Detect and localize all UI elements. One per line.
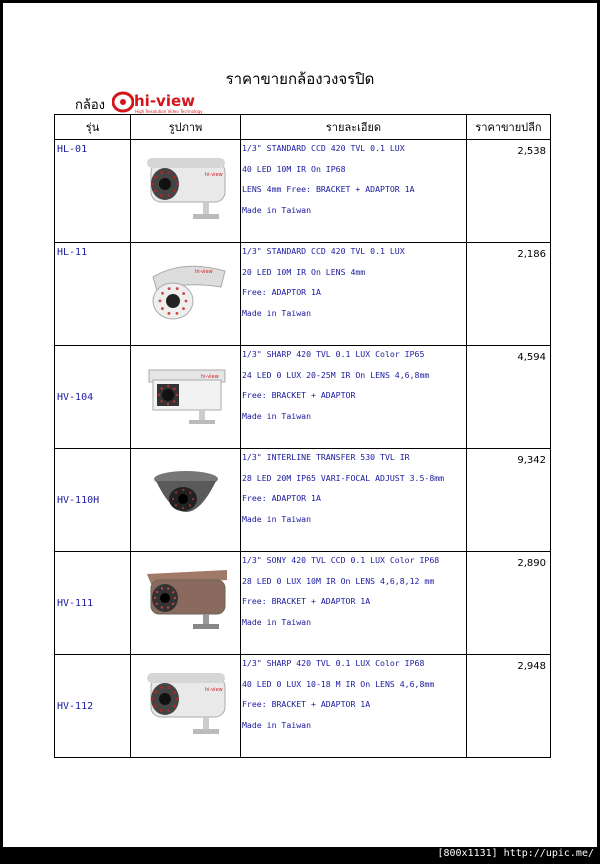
- details-cell: [241, 449, 467, 552]
- price-cell: 9,342: [467, 449, 551, 552]
- detail-line: Made in Taiwan: [242, 410, 312, 421]
- model-cell: HV-110H: [55, 449, 131, 552]
- svg-text:hi-view: hi-view: [204, 172, 223, 178]
- detail-line: 20 LED 10M IR On LENS 4mm: [242, 266, 366, 277]
- detail-line: Made in Taiwan: [242, 307, 312, 318]
- document-page: [3, 3, 597, 847]
- table-row: [55, 243, 551, 346]
- detail-line: Made in Taiwan: [242, 719, 312, 730]
- svg-text:hi-view: hi-view: [204, 687, 223, 693]
- footer-watermark: [800x1131] http://upic.me/: [437, 848, 594, 859]
- detail-line: 1/3" SHARP 420 TVL 0.1 LUX Color IP65: [242, 349, 425, 359]
- hiview-logo: [112, 91, 203, 114]
- camera-image-cell: [131, 243, 241, 346]
- detail-line: 40 LED 10M IR On IP68: [242, 163, 346, 174]
- detail-line: Free: BRACKET + ADAPTOR 1A: [242, 596, 371, 606]
- price-cell: 4,594: [467, 346, 551, 449]
- camera-image: [143, 360, 229, 434]
- price-table: [54, 114, 551, 758]
- camera-image-cell: [131, 346, 241, 449]
- detail-line: 28 LED 20M IP65 VARI-FOCAL ADJUST 3.5-8mm: [242, 472, 445, 483]
- details-cell: [241, 552, 467, 655]
- camera-image: [143, 566, 229, 640]
- detail-line: LENS 4mm Free: BRACKET + ADAPTOR 1A: [242, 184, 415, 194]
- detail-line: 1/3" SONY 420 TVL CCD 0.1 LUX Color IP68: [242, 555, 440, 565]
- logo-eye-icon: [112, 91, 134, 113]
- svg-text:hi-view: hi-view: [200, 374, 219, 380]
- table-header-row: [55, 115, 551, 140]
- camera-image: [143, 154, 229, 228]
- camera-image-cell: [131, 655, 241, 758]
- model-cell: HV-104: [55, 346, 131, 449]
- detail-line: Made in Taiwan: [242, 616, 312, 627]
- model-cell: HL-01: [55, 140, 131, 243]
- detail-line: 24 LED 0 LUX 20-25M IR On LENS 4,6,8mm: [242, 369, 430, 380]
- camera-image: [143, 257, 229, 331]
- detail-line: 1/3" SHARP 420 TVL 0.1 LUX Color IP68: [242, 658, 425, 668]
- camera-image-cell: [131, 449, 241, 552]
- camera-image-cell: [131, 140, 241, 243]
- svg-text:hi-view: hi-view: [194, 269, 213, 275]
- details-cell: [241, 243, 467, 346]
- table-row: [55, 449, 551, 552]
- brand-label: กล้อง: [75, 98, 105, 113]
- camera-image: [143, 669, 229, 743]
- detail-line: Free: ADAPTOR 1A: [242, 493, 321, 503]
- detail-line: 1/3" INTERLINE TRANSFER 530 TVL IR: [242, 452, 410, 462]
- price-cell: 2,948: [467, 655, 551, 758]
- details-cell: [241, 655, 467, 758]
- table-row: [55, 346, 551, 449]
- detail-line: 28 LED 0 LUX 10M IR On LENS 4,6,8,12 mm: [242, 575, 435, 586]
- table-row: [55, 140, 551, 243]
- detail-line: Made in Taiwan: [242, 513, 312, 524]
- document-title: ราคาขายกล้องวงจรปิด: [225, 70, 375, 88]
- detail-line: Free: ADAPTOR 1A: [242, 287, 321, 297]
- camera-image: [143, 463, 229, 537]
- price-cell: 2,890: [467, 552, 551, 655]
- header-model: รุ่น: [55, 115, 131, 140]
- detail-line: 40 LED 0 LUX 10-18 M IR On LENS 4,6,8mm: [242, 678, 435, 689]
- detail-line: Made in Taiwan: [242, 204, 312, 215]
- price-cell: 2,186: [467, 243, 551, 346]
- table-row: [55, 655, 551, 758]
- logo-text: hi-view: [134, 92, 195, 110]
- header-details: รายละเอียด: [241, 115, 467, 140]
- price-cell: 2,538: [467, 140, 551, 243]
- header-price: ราคาขายปลีก: [467, 115, 551, 140]
- model-cell: HL-11: [55, 243, 131, 346]
- model-cell: HV-112: [55, 655, 131, 758]
- model-cell: HV-111: [55, 552, 131, 655]
- detail-line: Free: BRACKET + ADAPTOR 1A: [242, 699, 371, 709]
- header-image: รูปภาพ: [131, 115, 241, 140]
- details-cell: [241, 140, 467, 243]
- details-cell: [241, 346, 467, 449]
- detail-line: Free: BRACKET + ADAPTOR: [242, 390, 356, 400]
- detail-line: 1/3" STANDARD CCD 420 TVL 0.1 LUX: [242, 143, 405, 153]
- detail-line: 1/3" STANDARD CCD 420 TVL 0.1 LUX: [242, 246, 405, 256]
- table-row: [55, 552, 551, 655]
- camera-image-cell: [131, 552, 241, 655]
- logo-subtext: High Resolution Video Technology: [135, 109, 203, 114]
